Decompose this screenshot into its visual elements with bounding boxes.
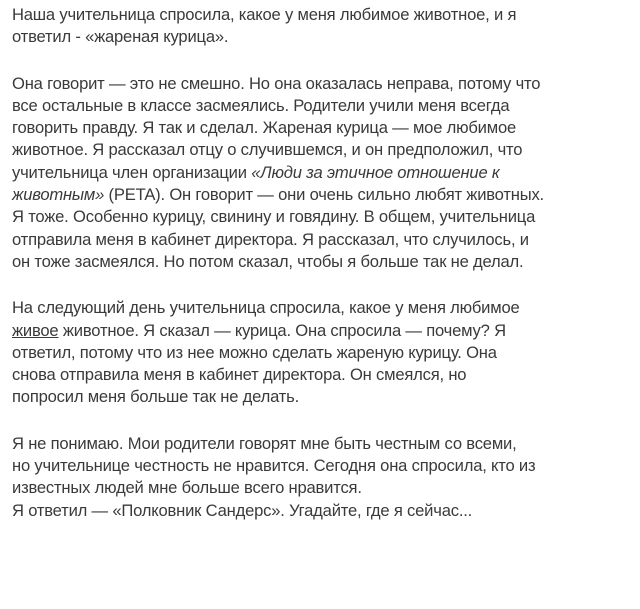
paragraph-2-part-2: (PETA). Он говорит — они очень сильно любят животных. Я тоже. Особенно курицу, свинину и говядину. В общем, учительница отправила меня в кабинет директора. Я рассказал, что случилось, и он тоже засмеялся. Но потом сказал, чтобы я больше так не делал. xyxy=(12,185,544,271)
emphasized-word: живое xyxy=(12,320,59,340)
paragraph-3-part-1: На следующий день учительница спросила, какое у меня любимое xyxy=(12,298,520,318)
paragraph-2 xyxy=(12,73,632,274)
paragraph-3 xyxy=(12,297,632,408)
paragraph-1: Наша учительница спросила, какое у меня любимое животное, и я ответил - «жареная курица». xyxy=(12,5,517,47)
joke-text xyxy=(12,4,632,522)
paragraph-4: Я не понимаю. Мои родители говорят мне быть честным со всеми, но учительнице честность не нравится. Сегодня она спросила, кто из известных людей мне больше всего нравится. Я ответил — «Полковник Сандерс». Угадайте, где я сейчас... xyxy=(12,433,536,520)
paragraph-2-part-1: Она говорит — это не смешно. Но она оказалась неправа, потому что все остальные в классе засмеялись. Родители учили меня всегда говорить правду. Я так и сделал. Жареная курица — мое любимое животное. Я рассказал отцу о случившемся, и он предположил, что учительница член организации xyxy=(12,73,541,182)
organization-name: «Люди за этичное отношение к животным» xyxy=(12,162,500,205)
paragraph-3-part-2: животное. Я сказал — курица. Она спросила — почему? Я ответил, потому что из нее можно сделать жареную курицу. Она снова отправила меня в кабинет директора. Он смеялся, но попросил меня больше так не делать. xyxy=(12,320,506,407)
